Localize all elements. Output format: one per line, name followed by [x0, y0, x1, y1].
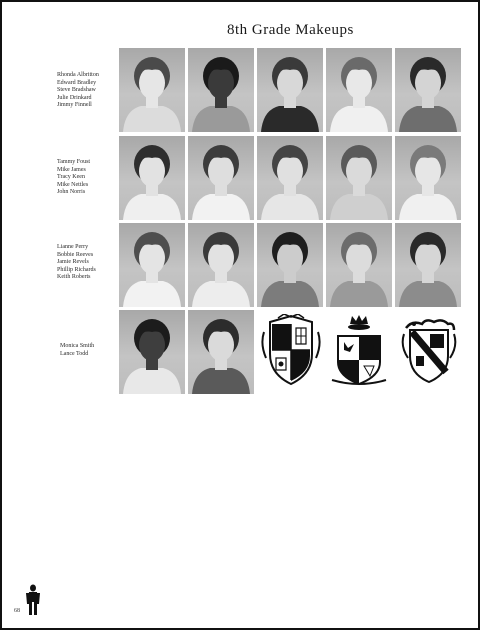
portrait-face	[139, 155, 165, 187]
student-photo	[395, 48, 461, 132]
portrait-silhouette	[119, 310, 185, 394]
dragon-shield-icon	[400, 318, 458, 389]
portrait-face	[139, 67, 165, 99]
portrait-face	[277, 155, 303, 187]
portrait-silhouette	[326, 136, 392, 220]
student-photo	[119, 310, 185, 394]
portrait-shirt	[192, 281, 250, 307]
portrait-face	[346, 242, 372, 274]
student-name: Lianne Perry	[57, 244, 89, 250]
portrait-silhouette	[395, 223, 461, 307]
portrait-shirt	[399, 194, 457, 220]
name-list-row-3	[57, 244, 96, 282]
student-name: Bobbie Reeves	[57, 251, 94, 258]
portrait-shirt	[123, 281, 181, 307]
student-photo	[188, 223, 254, 307]
portrait-face	[139, 242, 165, 274]
portrait-shirt	[123, 106, 181, 132]
portrait-shirt	[261, 106, 319, 132]
portrait-face	[277, 67, 303, 99]
student-name: John Norris	[57, 189, 86, 196]
portrait-shirt	[123, 368, 181, 394]
portrait-silhouette	[257, 48, 323, 132]
name-list-row-4	[60, 343, 94, 358]
crown-shield-icon	[330, 314, 388, 391]
student-name: Mike James	[57, 166, 86, 173]
student-name: Edward Bradley	[57, 79, 97, 86]
portrait-silhouette	[188, 48, 254, 132]
portrait-shirt	[261, 194, 319, 220]
student-photo	[395, 136, 461, 220]
portrait-face	[346, 67, 372, 99]
portrait-face	[415, 155, 441, 187]
page-number: 68	[14, 608, 20, 614]
portrait-shirt	[192, 106, 250, 132]
portrait-face	[415, 67, 441, 99]
portrait-silhouette	[188, 310, 254, 394]
portrait-silhouette	[257, 136, 323, 220]
name-list-row-1	[57, 72, 99, 110]
student-photo	[257, 48, 323, 132]
portrait-silhouette	[395, 136, 461, 220]
portrait-face	[208, 155, 234, 187]
portrait-face	[208, 329, 234, 361]
portrait-face	[346, 155, 372, 187]
student-photo	[326, 136, 392, 220]
student-photo	[257, 223, 323, 307]
student-photo	[188, 136, 254, 220]
student-name: Tammy Foust	[57, 159, 91, 165]
student-name: Monica Smith	[60, 343, 95, 349]
portrait-face	[208, 242, 234, 274]
portrait-shirt	[192, 368, 250, 394]
student-photo	[257, 136, 323, 220]
portrait-silhouette	[119, 223, 185, 307]
student-name: Phillip Richards	[57, 266, 96, 273]
student-name: Tracy Keen	[57, 174, 85, 181]
student-photo	[326, 48, 392, 132]
knight-figure-icon	[26, 584, 40, 621]
portrait-shirt	[330, 281, 388, 307]
portrait-shirt	[123, 194, 181, 220]
portrait-silhouette	[326, 223, 392, 307]
student-name: Keith Roberts	[57, 274, 91, 281]
portrait-silhouette	[326, 48, 392, 132]
name-list-row-2	[57, 159, 90, 197]
page-title: 8th Grade Makeups	[227, 22, 354, 38]
portrait-shirt	[261, 281, 319, 307]
student-name: Jimmy Finnell	[57, 102, 92, 109]
student-photo	[119, 48, 185, 132]
portrait-shirt	[399, 106, 457, 132]
knight-crest-icon	[260, 314, 322, 391]
portrait-shirt	[399, 281, 457, 307]
portrait-silhouette	[188, 136, 254, 220]
portrait-face	[139, 329, 165, 361]
student-photo	[119, 223, 185, 307]
student-name: Steve Bradshaw	[57, 87, 96, 94]
portrait-silhouette	[395, 48, 461, 132]
portrait-silhouette	[119, 136, 185, 220]
portrait-shirt	[192, 194, 250, 220]
portrait-face	[208, 67, 234, 99]
portrait-shirt	[330, 106, 388, 132]
student-photo	[188, 48, 254, 132]
student-photo	[188, 310, 254, 394]
student-photo	[395, 223, 461, 307]
portrait-silhouette	[188, 223, 254, 307]
portrait-face	[415, 242, 441, 274]
portrait-silhouette	[119, 48, 185, 132]
portrait-face	[277, 242, 303, 274]
student-name: Lance Todd	[60, 350, 89, 357]
portrait-shirt	[330, 194, 388, 220]
student-name: Mike Nettles	[57, 181, 89, 188]
portrait-silhouette	[257, 223, 323, 307]
student-photo	[326, 223, 392, 307]
student-name: Julie Drinkard	[57, 94, 92, 101]
student-photo	[119, 136, 185, 220]
student-name: Jamie Revels	[57, 259, 89, 266]
student-name: Rhonda Albritton	[57, 72, 99, 78]
